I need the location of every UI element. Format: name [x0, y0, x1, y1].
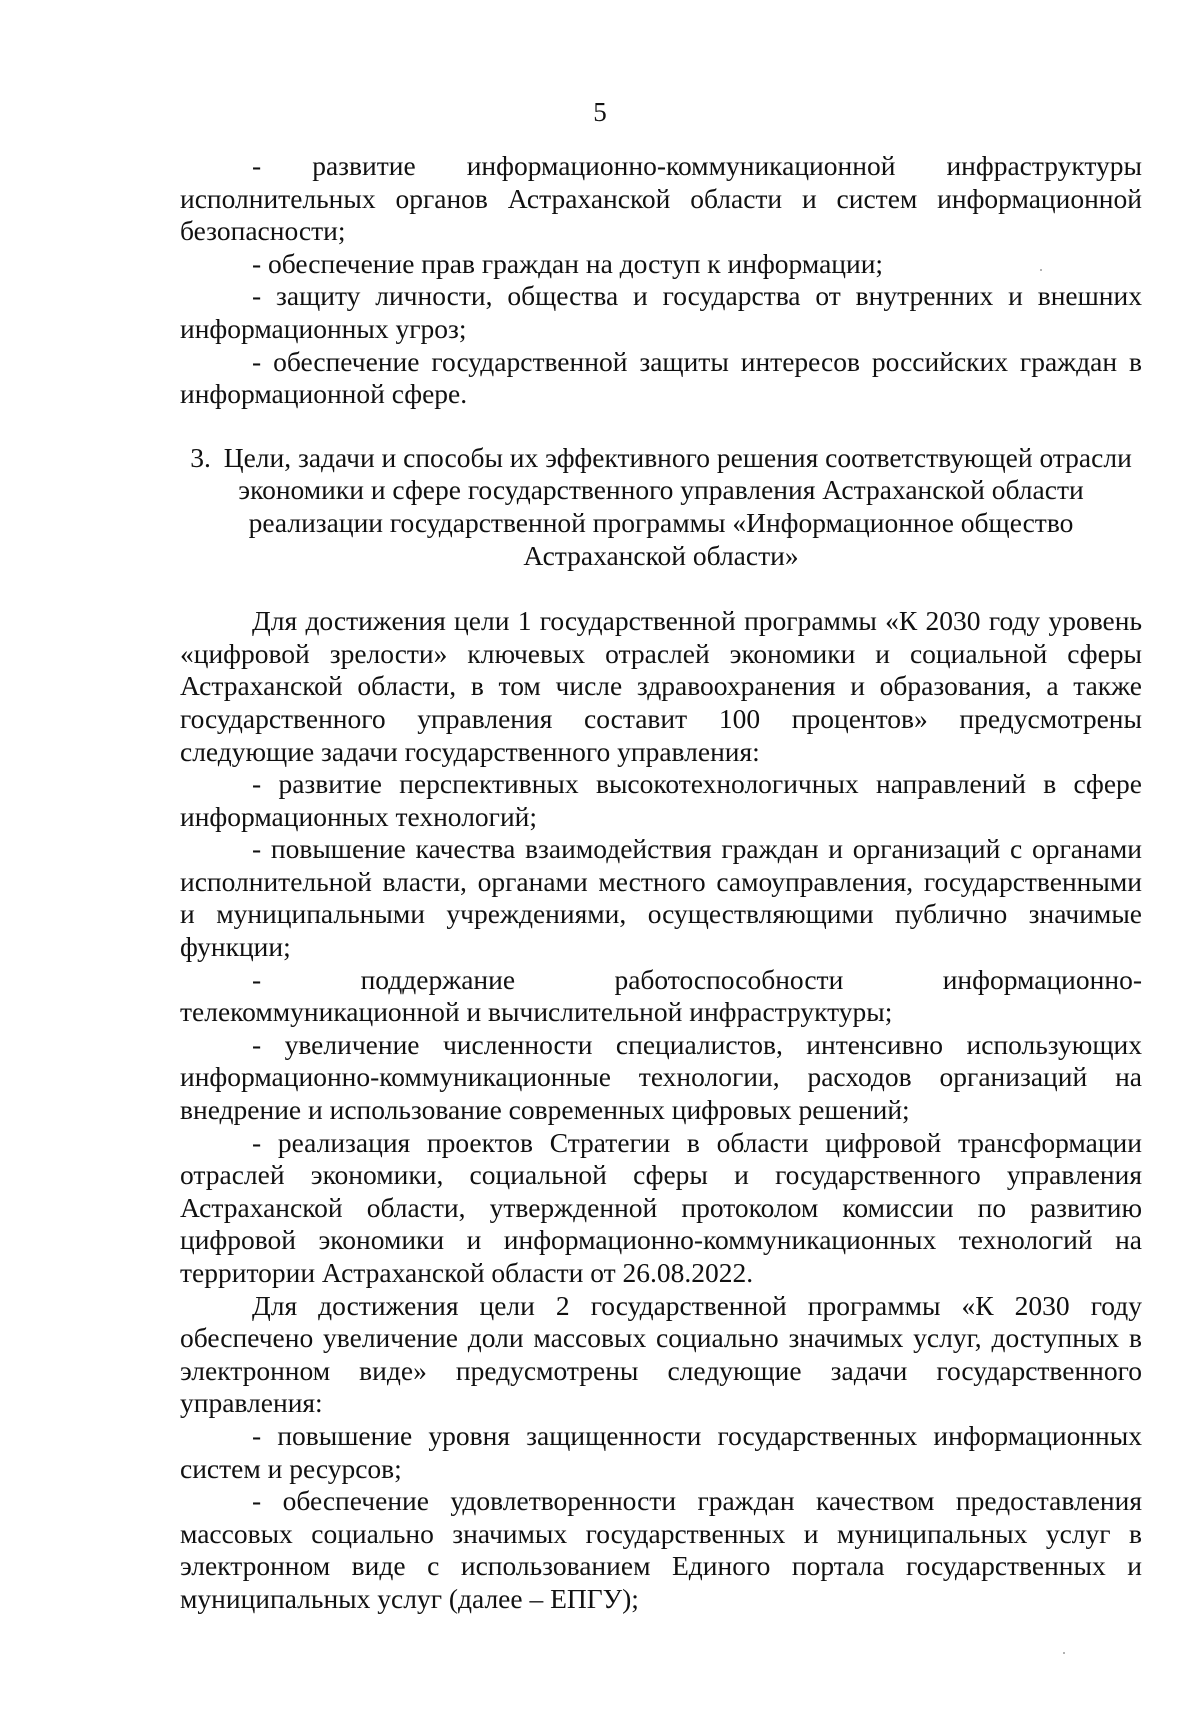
page-number: 5	[593, 97, 607, 127]
scan-speck	[1063, 1652, 1065, 1654]
goal-1-intro: Для достижения цели 1 государственной программы «К 2030 году уровень «цифровой зрелости» ключевых отраслей экономики и социальной сферы Астраханской области, в том числе здравоохранения и образования, а также государственного управления составит 100 процентов» предусмотрены следующие задачи государственного управления:	[180, 605, 1142, 767]
goal-1-item: - увеличение численности специалистов, интенсивно использующих информационно-коммуникационные технологии, расходов организаций на внедрение и использование современных цифровых решений;	[180, 1028, 1142, 1126]
goal-1-item: - реализация проектов Стратегии в области цифровой трансформации отраслей экономики, социальной сферы и государственного управления Астраханской области, утвержденной протоколом комиссии по развитию цифровой экономики и информационно-коммуникационных технологий на территории Астраханской области от 26.08.2022.	[180, 1126, 1142, 1288]
document-body	[180, 150, 1142, 1616]
goal-1-item: - повышение качества взаимодействия граждан и организаций с органами исполнительной власти, органами местного самоуправления, государственными и муниципальными учреждениями, осуществляющими публично значимые функции;	[180, 833, 1142, 963]
intro-item: - обеспечение государственной защиты интересов российских граждан в информационной сфере.	[180, 345, 1142, 410]
goal-1-item: - развитие перспективных высокотехнологичных направлений в сфере информационных технологий;	[180, 768, 1142, 832]
section-heading	[180, 442, 1142, 572]
goal-2-item: - обеспечение удовлетворенности граждан качеством предоставления массовых социально значимых государственных и муниципальных услуг в электронном виде с использованием Единого портала государственных и муниципальных услуг (далее – ЕПГУ);	[180, 1485, 1142, 1614]
intro-list	[180, 150, 1142, 411]
intro-item: - обеспечение прав граждан на доступ к информации;	[252, 247, 884, 279]
goal-2-item: - повышение уровня защищенности государственных информационных систем и ресурсов;	[180, 1419, 1142, 1484]
section-number: 3.	[190, 441, 211, 473]
intro-item: - защиту личности, общества и государства от внутренних и внешних информационных угроз;	[180, 280, 1142, 344]
goal-1-block	[180, 605, 1142, 1289]
intro-item: - развитие информационно-коммуникационной инфраструктуры исполнительных органов Астраханской области и систем информационной безопасности;	[180, 150, 1142, 247]
goal-2-intro: Для достижения цели 2 государственной программы «К 2030 году обеспечено увеличение доли массовых социально значимых услуг, доступных в электронном виде» предусмотрены следующие задачи государственного управления:	[180, 1289, 1142, 1419]
goal-2-block	[180, 1290, 1142, 1616]
goal-1-item: - поддержание работоспособности информационно-телекоммуникационной и вычислительной инфраструктуры;	[180, 963, 1142, 1028]
section-title: Цели, задачи и способы их эффективного решения соответствующей отрасли экономики и сфере государственного управления Астраханской области реализации государственной программы «Информационное общество Астраханской области»	[223, 441, 1132, 571]
scan-speck	[1040, 269, 1042, 271]
